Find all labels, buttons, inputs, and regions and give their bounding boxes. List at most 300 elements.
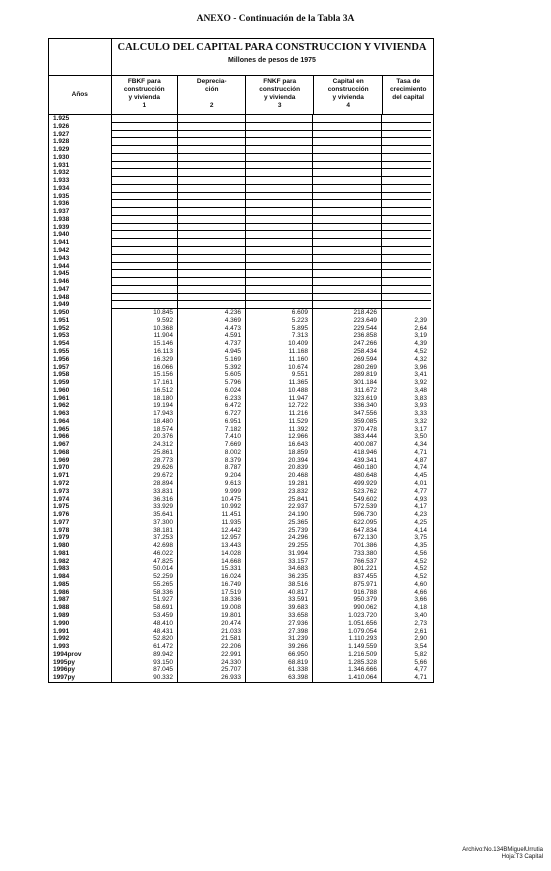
value-cell — [312, 185, 381, 193]
value-cell — [381, 208, 431, 216]
value-cell: 25.707 — [177, 666, 245, 674]
value-cell: 24.312 — [111, 441, 177, 449]
value-cell — [245, 177, 312, 185]
value-cell — [177, 115, 245, 123]
value-cell: 21.033 — [177, 628, 245, 636]
year-cell: 1.970 — [53, 464, 70, 472]
year-cell: 1.948 — [53, 293, 70, 301]
value-cell — [245, 255, 312, 263]
year-cell: 1.957 — [53, 363, 70, 371]
value-cell: 370.478 — [312, 426, 381, 434]
value-cell: 223.649 — [312, 317, 381, 325]
value-cell — [177, 177, 245, 185]
table-row — [49, 193, 433, 201]
value-cell: 336.340 — [312, 402, 381, 410]
value-cell: 258.434 — [312, 348, 381, 356]
value-cell: 359.085 — [312, 418, 381, 426]
column-header-4: Capital en construcción y vivienda 4 — [313, 76, 382, 114]
table-row — [49, 224, 433, 232]
year-cell: 1.952 — [53, 324, 70, 332]
value-cell: 5.895 — [245, 325, 312, 333]
value-cell: 19.801 — [177, 612, 245, 620]
document-title: ANEXO - Continuación de la Tabla 3A — [196, 14, 355, 24]
year-cell: 1.945 — [53, 270, 70, 278]
value-cell: 16.749 — [177, 581, 245, 589]
year-cell: 1.947 — [53, 285, 70, 293]
year-cell: 1.977 — [53, 518, 70, 526]
year-cell: 1.988 — [53, 604, 70, 612]
value-cell: 24.330 — [177, 659, 245, 667]
value-cell: 400.087 — [312, 441, 381, 449]
table-title: CALCULO DEL CAPITAL PARA CONSTRUCCION Y VIVIENDA — [117, 42, 427, 53]
year-cell: 1.955 — [53, 347, 70, 355]
value-cell: 16.512 — [111, 387, 177, 395]
value-cell — [381, 154, 431, 162]
value-cell: 647.834 — [312, 527, 381, 535]
value-cell: 7.669 — [177, 441, 245, 449]
value-cell: 19.008 — [177, 604, 245, 612]
value-cell: 4,52 — [381, 558, 431, 566]
value-cell: 3,33 — [381, 410, 431, 418]
table-row — [49, 216, 433, 224]
value-cell: 622.095 — [312, 519, 381, 527]
value-cell: 58.336 — [111, 589, 177, 597]
column-header-3: FNKF para construcción y vivienda 3 — [245, 76, 312, 114]
year-cell: 1.978 — [53, 526, 70, 534]
value-cell — [312, 138, 381, 146]
value-cell — [245, 193, 312, 201]
year-cell: 1.991 — [53, 627, 70, 635]
value-cell: 26.933 — [177, 674, 245, 682]
table-row — [49, 356, 433, 364]
table-row — [49, 208, 433, 216]
value-cell — [245, 146, 312, 154]
value-cell: 4,87 — [381, 457, 431, 465]
value-cell: 8.379 — [177, 457, 245, 465]
value-cell — [177, 123, 245, 131]
value-cell: 3,32 — [381, 418, 431, 426]
value-cell: 16.066 — [111, 364, 177, 372]
value-cell: 17.519 — [177, 589, 245, 597]
value-cell: 3,41 — [381, 371, 431, 379]
value-cell: 7.410 — [177, 433, 245, 441]
value-cell: 4.737 — [177, 340, 245, 348]
value-cell — [177, 216, 245, 224]
table-row — [49, 503, 433, 511]
table-row — [49, 162, 433, 170]
value-cell: 1.216.509 — [312, 651, 381, 659]
value-cell — [111, 193, 177, 201]
value-cell: 11.168 — [245, 348, 312, 356]
value-cell — [177, 301, 245, 309]
table-row — [49, 270, 433, 278]
value-cell: 460.180 — [312, 464, 381, 472]
year-cell: 1.992 — [53, 635, 70, 643]
value-cell — [381, 177, 431, 185]
value-cell — [177, 208, 245, 216]
value-cell: 18.574 — [111, 426, 177, 434]
year-cell: 1.960 — [53, 386, 70, 394]
table-row — [49, 301, 433, 309]
value-cell: 7.182 — [177, 426, 245, 434]
value-cell — [245, 169, 312, 177]
value-cell — [111, 208, 177, 216]
value-cell: 22.937 — [245, 503, 312, 511]
value-cell — [381, 146, 431, 154]
value-cell — [111, 231, 177, 239]
value-cell — [312, 200, 381, 208]
value-cell — [381, 286, 431, 294]
table-row — [49, 628, 433, 636]
table-row — [49, 589, 433, 597]
year-cell: 1.956 — [53, 355, 70, 363]
table-body — [49, 115, 433, 682]
value-cell — [111, 224, 177, 232]
value-cell: 6.472 — [177, 402, 245, 410]
year-cell: 1.932 — [53, 169, 70, 177]
footer-archive: Archivo:No.134BMiguelUrrutia — [462, 847, 543, 853]
value-cell: 1.051.656 — [312, 620, 381, 628]
value-cell: 1.110.293 — [312, 635, 381, 643]
value-cell: 15.156 — [111, 371, 177, 379]
value-cell: 20.468 — [245, 472, 312, 480]
value-cell: 48.431 — [111, 628, 177, 636]
value-cell: 1.285.328 — [312, 659, 381, 667]
value-cell: 61.472 — [111, 643, 177, 651]
table-subtitle: Millones de pesos de 1975 — [228, 57, 316, 64]
value-cell: 16.643 — [245, 441, 312, 449]
value-cell: 3,19 — [381, 332, 431, 340]
table-row — [49, 418, 433, 426]
value-cell: 1.410.064 — [312, 674, 381, 682]
value-cell: 28.773 — [111, 457, 177, 465]
table-row — [49, 534, 433, 542]
year-cell: 1.953 — [53, 332, 70, 340]
value-cell — [312, 154, 381, 162]
table-row — [49, 138, 433, 146]
value-cell: 701.386 — [312, 542, 381, 550]
value-cell — [381, 224, 431, 232]
table-row — [49, 519, 433, 527]
value-cell: 289.819 — [312, 371, 381, 379]
value-cell: 4,56 — [381, 550, 431, 558]
value-cell: 66.950 — [245, 651, 312, 659]
year-cell: 1.974 — [53, 495, 70, 503]
value-cell: 4,17 — [381, 503, 431, 511]
year-cell: 1.930 — [53, 153, 70, 161]
value-cell: 4,71 — [381, 449, 431, 457]
table-row — [49, 651, 433, 659]
value-cell — [381, 185, 431, 193]
table-row — [49, 565, 433, 573]
value-cell — [111, 216, 177, 224]
value-cell: 55.265 — [111, 581, 177, 589]
year-cell: 1995py — [53, 658, 76, 666]
value-cell — [111, 185, 177, 193]
value-cell — [312, 239, 381, 247]
value-cell — [245, 138, 312, 146]
value-cell — [312, 231, 381, 239]
value-cell — [111, 123, 177, 131]
value-cell: 1.023.720 — [312, 612, 381, 620]
value-cell: 35.641 — [111, 511, 177, 519]
value-cell: 4.236 — [177, 309, 245, 317]
table-row — [49, 200, 433, 208]
table-row — [49, 371, 433, 379]
value-cell: 12.966 — [245, 433, 312, 441]
value-cell: 23.832 — [245, 488, 312, 496]
year-cell: 1.979 — [53, 534, 70, 542]
value-cell: 10.488 — [245, 387, 312, 395]
value-cell: 90.332 — [111, 674, 177, 682]
table-row — [49, 604, 433, 612]
column-headers — [49, 76, 433, 115]
year-cell: 1.966 — [53, 433, 70, 441]
year-cell: 1.993 — [53, 643, 70, 651]
value-cell: 9.613 — [177, 480, 245, 488]
value-cell: 301.184 — [312, 379, 381, 387]
value-cell: 34.683 — [245, 565, 312, 573]
value-cell: 4,14 — [381, 527, 431, 535]
table-row — [49, 659, 433, 667]
value-cell: 15.331 — [177, 565, 245, 573]
value-cell: 801.221 — [312, 565, 381, 573]
value-cell — [245, 162, 312, 170]
value-cell — [381, 216, 431, 224]
value-cell: 10.475 — [177, 496, 245, 504]
value-cell — [245, 247, 312, 255]
value-cell: 25.861 — [111, 449, 177, 457]
value-cell: 3,40 — [381, 612, 431, 620]
value-cell — [111, 138, 177, 146]
value-cell — [245, 301, 312, 309]
value-cell — [245, 263, 312, 271]
value-cell: 11.529 — [245, 418, 312, 426]
value-cell: 61.338 — [245, 666, 312, 674]
value-cell: 11.392 — [245, 426, 312, 434]
value-cell — [111, 247, 177, 255]
value-cell — [381, 294, 431, 302]
value-cell: 11.451 — [177, 511, 245, 519]
value-cell: 10.845 — [111, 309, 177, 317]
value-cell: 383.444 — [312, 433, 381, 441]
value-cell: 29.626 — [111, 464, 177, 472]
table-row — [49, 325, 433, 333]
year-cell: 1.975 — [53, 503, 70, 511]
value-cell: 672.130 — [312, 534, 381, 542]
table-row — [49, 395, 433, 403]
year-cell: 1.971 — [53, 472, 70, 480]
value-cell: 9.592 — [111, 317, 177, 325]
file-footer — [438, 847, 543, 861]
value-cell: 5.605 — [177, 371, 245, 379]
value-cell: 28.894 — [111, 480, 177, 488]
value-cell: 1.149.559 — [312, 643, 381, 651]
year-cell: 1.942 — [53, 247, 70, 255]
value-cell: 4,45 — [381, 472, 431, 480]
value-cell: 18.480 — [111, 418, 177, 426]
value-cell — [381, 309, 431, 317]
value-cell — [245, 270, 312, 278]
value-cell: 4,25 — [381, 519, 431, 527]
table-row — [49, 340, 433, 348]
value-cell: 9.204 — [177, 472, 245, 480]
value-cell — [312, 131, 381, 139]
value-cell: 18.180 — [111, 395, 177, 403]
value-cell: 33.658 — [245, 612, 312, 620]
value-cell: 4,23 — [381, 511, 431, 519]
value-cell — [312, 247, 381, 255]
column-header-1: FBKF para construcción y vivienda 1 — [111, 76, 177, 114]
table-row — [49, 527, 433, 535]
value-cell: 36.235 — [245, 573, 312, 581]
value-cell — [245, 286, 312, 294]
value-cell — [177, 263, 245, 271]
year-cell: 1.954 — [53, 340, 70, 348]
table-row — [49, 612, 433, 620]
value-cell: 4,18 — [381, 604, 431, 612]
value-cell: 2,39 — [381, 317, 431, 325]
year-cell: 1.940 — [53, 231, 70, 239]
year-cell: 1.950 — [53, 309, 70, 317]
value-cell — [245, 123, 312, 131]
value-cell: 11.216 — [245, 410, 312, 418]
value-cell: 31.994 — [245, 550, 312, 558]
value-cell: 3,17 — [381, 426, 431, 434]
value-cell: 31.239 — [245, 635, 312, 643]
value-cell: 51.927 — [111, 596, 177, 604]
value-cell: 3,93 — [381, 402, 431, 410]
year-cell: 1.980 — [53, 542, 70, 550]
value-cell — [381, 200, 431, 208]
value-cell: 4,66 — [381, 589, 431, 597]
value-cell: 439.341 — [312, 457, 381, 465]
value-cell: 3,83 — [381, 395, 431, 403]
value-cell — [245, 154, 312, 162]
table-row — [49, 511, 433, 519]
value-cell: 10.674 — [245, 364, 312, 372]
value-cell: 875.971 — [312, 581, 381, 589]
value-cell: 68.819 — [245, 659, 312, 667]
table-row — [49, 581, 433, 589]
value-cell — [381, 115, 431, 123]
value-cell: 5.169 — [177, 356, 245, 364]
table-row — [49, 185, 433, 193]
year-cell: 1.973 — [53, 487, 70, 495]
value-cell: 5,66 — [381, 659, 431, 667]
year-cell: 1.962 — [53, 402, 70, 410]
value-cell: 39.683 — [245, 604, 312, 612]
table-row — [49, 433, 433, 441]
value-cell — [177, 193, 245, 201]
table-row — [49, 247, 433, 255]
value-cell: 247.266 — [312, 340, 381, 348]
value-cell: 19.281 — [245, 480, 312, 488]
year-cell: 1.938 — [53, 215, 70, 223]
value-cell — [312, 294, 381, 302]
value-cell: 53.459 — [111, 612, 177, 620]
value-cell: 46.022 — [111, 550, 177, 558]
value-cell — [111, 239, 177, 247]
value-cell — [312, 301, 381, 309]
table-row — [49, 573, 433, 581]
value-cell — [177, 185, 245, 193]
table-row — [49, 255, 433, 263]
value-cell — [177, 255, 245, 263]
value-cell: 29.255 — [245, 542, 312, 550]
value-cell — [312, 270, 381, 278]
table-row — [49, 558, 433, 566]
table-row — [49, 379, 433, 387]
value-cell: 6.609 — [245, 309, 312, 317]
year-cell: 1.982 — [53, 557, 70, 565]
value-cell: 20.376 — [111, 433, 177, 441]
value-cell: 13.443 — [177, 542, 245, 550]
value-cell — [177, 154, 245, 162]
table-row — [49, 542, 433, 550]
value-cell: 58.691 — [111, 604, 177, 612]
value-cell — [312, 278, 381, 286]
value-cell: 5,82 — [381, 651, 431, 659]
year-cell: 1.986 — [53, 588, 70, 596]
table-row — [49, 441, 433, 449]
value-cell: 52.259 — [111, 573, 177, 581]
year-cell: 1.983 — [53, 565, 70, 573]
value-cell: 4,32 — [381, 356, 431, 364]
value-cell: 4.473 — [177, 325, 245, 333]
value-cell — [381, 278, 431, 286]
value-cell: 4.591 — [177, 332, 245, 340]
table-row — [49, 480, 433, 488]
value-cell: 3,75 — [381, 534, 431, 542]
year-cell: 1.967 — [53, 441, 70, 449]
table-row — [49, 115, 433, 123]
value-cell: 27.398 — [245, 628, 312, 636]
value-cell — [312, 255, 381, 263]
value-cell: 27.936 — [245, 620, 312, 628]
value-cell: 25.365 — [245, 519, 312, 527]
value-cell: 12.722 — [245, 402, 312, 410]
value-cell: 11.935 — [177, 519, 245, 527]
value-cell: 20.394 — [245, 457, 312, 465]
value-cell: 4,52 — [381, 565, 431, 573]
value-cell: 19.194 — [111, 402, 177, 410]
year-cell: 1.929 — [53, 146, 70, 154]
value-cell — [111, 278, 177, 286]
value-cell: 14.028 — [177, 550, 245, 558]
value-cell: 950.379 — [312, 596, 381, 604]
year-cell: 1.933 — [53, 177, 70, 185]
value-cell: 39.266 — [245, 643, 312, 651]
value-cell — [111, 115, 177, 123]
value-cell — [177, 294, 245, 302]
value-cell — [381, 231, 431, 239]
value-cell: 37.253 — [111, 534, 177, 542]
column-header-0: Años — [71, 91, 88, 98]
value-cell: 8.787 — [177, 464, 245, 472]
table-row — [49, 402, 433, 410]
value-cell: 22.991 — [177, 651, 245, 659]
value-cell: 38.181 — [111, 527, 177, 535]
value-cell — [245, 200, 312, 208]
value-cell — [381, 138, 431, 146]
value-cell: 236.858 — [312, 332, 381, 340]
value-cell — [312, 146, 381, 154]
value-cell: 4,74 — [381, 464, 431, 472]
value-cell — [245, 294, 312, 302]
value-cell — [177, 162, 245, 170]
year-cell: 1994prov — [53, 650, 82, 658]
